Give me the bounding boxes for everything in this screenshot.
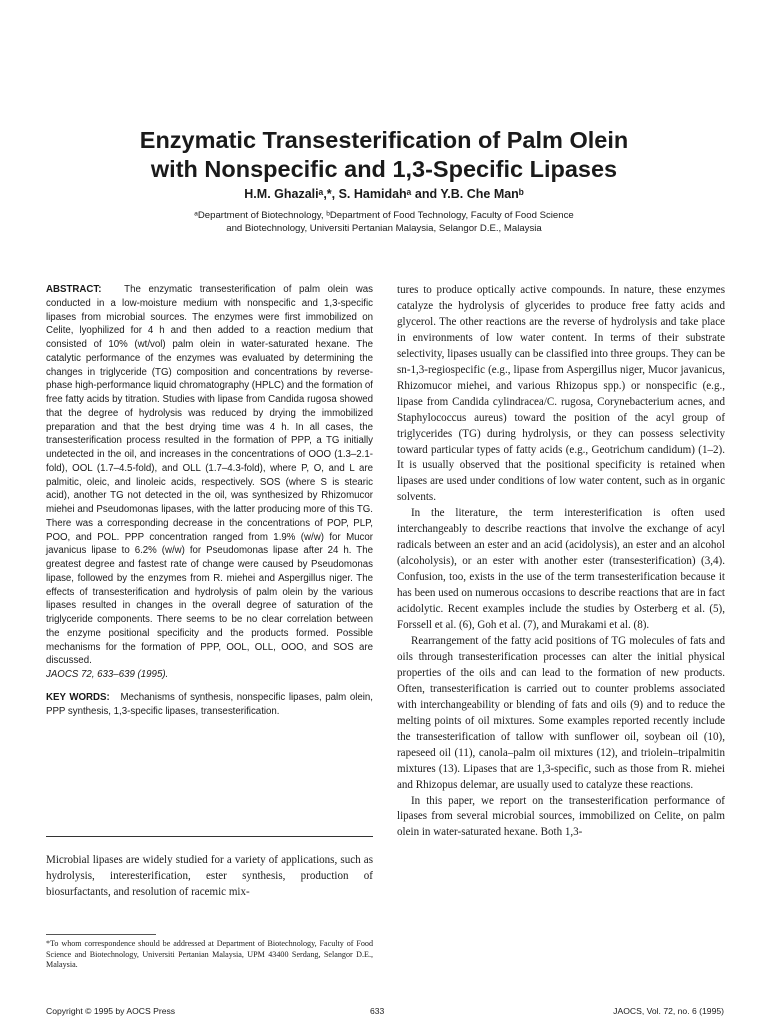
keywords <box>46 691 373 719</box>
paper-title <box>60 126 708 184</box>
left-column <box>46 283 373 718</box>
abstract <box>46 283 373 718</box>
abstract-text: The enzymatic transesterification of palm olein was conducted in a low-moisture medium with nonspecific and 1,3-specific lipases from microbial sources. The enzymes were first immobilized on Celite, lyophilized for 4 h and then added to a reaction medium that consisted of 10% (wt/vol) palm olein in water-saturated hexane. The catalytic performance of the enzymes was evaluated by determining the changes in triglyceride (TG) composition and concentrations by reverse-phase high-performance liquid chromatography (HPLC) and the formation of free fatty acids by titration. Studies with lipase from Candida rugosa showed that the degree of hydrolysis was reduced by drying the immobilized preparation and that the best drying time was 4 h. In all cases, the transesterification process resulted in the formation of PPP, a TG initially undetected in the oil, and increases in the concentrations of OOO (1.3–2.1-fold), OOL (1.7–4.5-fold), and OLL (1.7–4.3-fold), where P, O, and L are palmitic, oleic, and linoleic acids, respectively. SOS (where S is stearic acid), another TG not detected in the oil, was synthesized by Rhizomucor miehei and Pseudomonas lipases, with the latter producing more of this TG. There was a corresponding decrease in the concentrations of POP, PLP, POO, and POL. PPP concentration ranged from 1.9% (w/w) for Mucor javanicus lipase to 6.2% (w/w) for Pseudomonas lipase after 24 h. The greatest degree and fastest rate of change were caused by Pseudomonas lipase, followed by the enzymes from R. miehei and Aspergillus niger. The effects of transesterification and hydrolysis of palm olein by the various lipases resulted in changes in the overall degree of saturation of the triglyceride components. There seems to be no clear correlation between the enzyme positional specificity and the products formed. Possible mechanisms for the formation of PPP, OOL, OLL, OOO, and SOS are discussed. <box>46 284 373 667</box>
affiliation <box>90 209 678 235</box>
authors: H.M. Ghazaliᵃ,*, S. Hamidahᵃ and Y.B. Che Manᵇ <box>244 187 524 201</box>
body-paragraph-3: Rearrangement of the fatty acid positions of TG molecules of fats and oils through transesterification processes can alter the initial physical properties of the oils and can lead to the formation of new products. Often, transesterification is carried out to counter problems associated with interchangeability or blending of fats and oils (9) and to reduce the melting points of oil mixtures. Some examples reported recently include the transesterification of tallow with sunflower oil, soybean oil (10), rapeseed oil (11), canola–palm oil mixtures (12), and triolein–tripalmitin mixtures (13). Lipases that are 1,3-specific, such as those from R. miehei and Rhizopus delemar, are usually used to catalyze these reactions. <box>397 634 725 791</box>
keywords-text: Mechanisms of synthesis, nonspecific lipases, palm olein, PPP synthesis, 1,3-specific lipases, transesterification. <box>46 691 373 717</box>
abstract-divider <box>46 836 373 837</box>
page-number: 633 <box>370 1006 385 1016</box>
body-paragraph-2: In the literature, the term interesterification is often used interchangeably to describe reactions that involve the exchange of acyl radicals between an ester and an acid (acidolysis), an ester and an alcohol (alcoholysis), or an ester with another ester (transesterification) (3,4). Confusion, too, exists in the use of the term transesterification because it has been used on numerous occasions to describe reactions that are in fact acidolytic. Recent examples include the studies by Osterberg et al. (5), Forssell et al. (6), Goh et al. (7), and Murakami et al. (8). <box>397 507 725 632</box>
title-line-1: Enzymatic Transesterification of Palm Olein <box>139 127 629 153</box>
footnote-divider <box>46 934 156 935</box>
copyright-notice: Copyright © 1995 by AOCS Press <box>46 1006 176 1016</box>
keywords-label: KEY WORDS: <box>46 691 110 703</box>
title-line-2: with Nonspecific and 1,3-Specific Lipases <box>150 156 618 182</box>
abstract-label: ABSTRACT: <box>46 284 102 295</box>
journal-reference: JAOCS, Vol. 72, no. 6 (1995) <box>613 1006 724 1016</box>
abstract-citation: JAOCS 72, 633–639 (1995). <box>46 669 169 680</box>
affiliation-line-1: ᵃDepartment of Biotechnology, ᵇDepartment of Food Technology, Faculty of Food Science <box>194 210 574 221</box>
body-paragraph-1: tures to produce optically active compounds. In nature, these enzymes catalyze the hydrolysis of glycerides to produce free fatty acids and glycerol. The other reactions are the reverse of hydrolysis and take place in environments of low water content. In terms of their substrate selectivity, lipases usually can be classified into three groups. They can be sn-1,3-regiospecific (e.g., lipase from Aspergillus niger, Mucor javanicus, Rhizomucor miehei, and various Rhizopus spp.) or nonspecific (e.g., lipase from Candida cylindracea/C. rugosa, Corynebacterium acnes, and Staphylococcus aureus) toward the position of the acyl group of triglycerides (TG) during hydrolysis, or they can possess selectivity toward particular types of fatty acids (e.g., Geotrichum candidum) (1–2). It is usually observed that the positional specificity is retained when lipases are used under conditions of low water content, such as in organic solvents. <box>397 284 725 504</box>
body-paragraph-4: In this paper, we report on the transesterification performance of lipases from several microbial sources, immobilized on Celite, on palm olein in water-saturated hexane. Both 1,3- <box>397 794 725 839</box>
affiliation-line-2: and Biotechnology, Universiti Pertanian Malaysia, Selangor D.E., Malaysia <box>226 223 542 234</box>
right-column <box>397 283 725 841</box>
correspondence-footnote: *To whom correspondence should be addressed at Department of Biotechnology, Faculty of Food Science and Biotechnology, Universiti Pertanian Malaysia, UPM 43400 Serdang, Selangor D.E., Malaysia. <box>46 939 373 969</box>
intro-paragraph: Microbial lipases are widely studied for a variety of applications, such as hydrolysis, interesterification, ester synthesis, production of biosurfactants, and resolution of racemic mix- <box>46 854 373 898</box>
